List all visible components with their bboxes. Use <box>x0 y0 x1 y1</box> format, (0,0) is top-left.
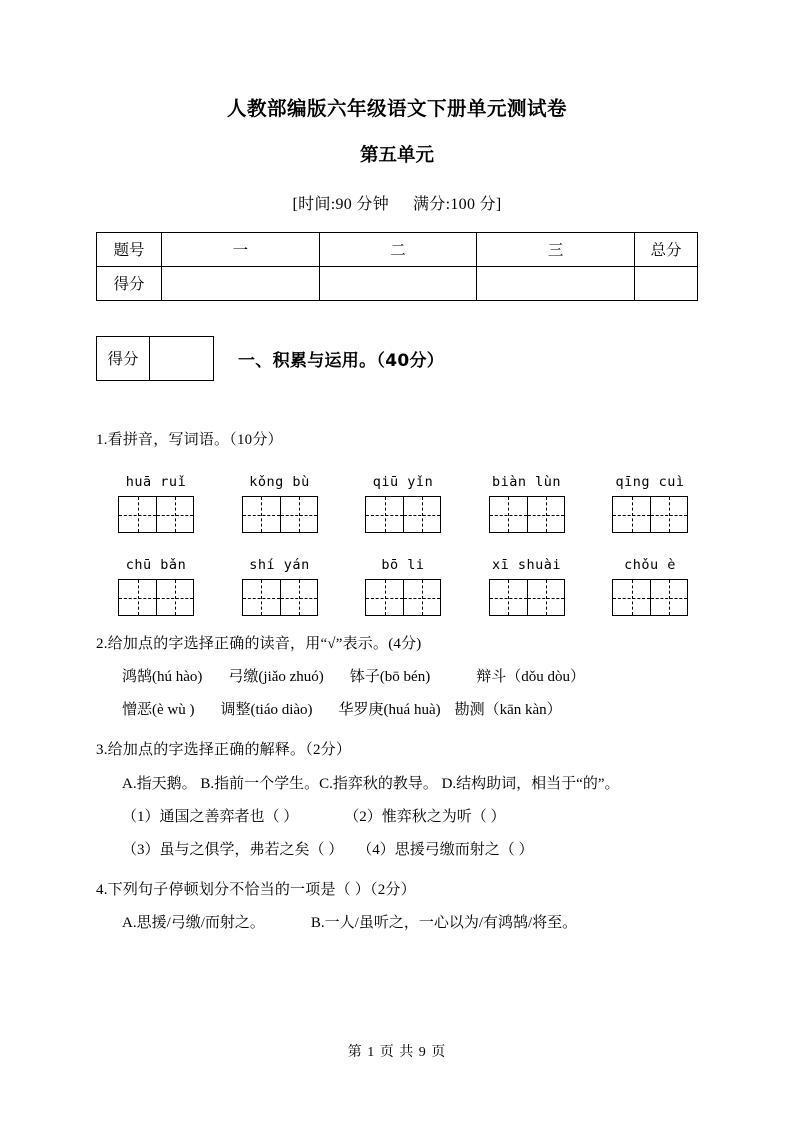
question-3-stem: 3.给加点的字选择正确的解释。（2分） <box>96 742 352 759</box>
tianzige-grid[interactable] <box>242 496 318 533</box>
question-2-line-2 <box>96 698 698 722</box>
tianzige-grid[interactable] <box>612 496 688 533</box>
pinyin-choice[interactable]: 勘测（kān kàn） <box>454 702 562 719</box>
score-table-header-1: 一 <box>162 232 320 266</box>
pinyin-choice[interactable]: 调整(tiáo diào) <box>220 702 313 719</box>
pinyin-row-2 <box>96 557 698 616</box>
question-1-stem: 1.看拼音，写词语。（10分） <box>96 431 283 448</box>
tianzige-cell[interactable] <box>403 497 440 532</box>
question-4-options <box>96 911 698 935</box>
tianzige-grid[interactable] <box>365 496 441 533</box>
tianzige-cell[interactable] <box>156 580 193 615</box>
pinyin-text: xī shuài <box>491 557 562 574</box>
tianzige-cell[interactable] <box>366 497 403 532</box>
pinyin-text: chǒu è <box>624 557 676 574</box>
unit-subtitle: 第五单元 <box>359 145 434 167</box>
question-4-option-b[interactable]: B.一人/虽听之，一心以为/有鸿鹄/将至。 <box>310 914 578 931</box>
pinyin-text: chū bǎn <box>125 557 187 574</box>
tianzige-cell[interactable] <box>490 580 527 615</box>
pinyin-text: kǒng bù <box>249 474 310 491</box>
section-title: 一、积累与运用。（40分） <box>238 350 445 371</box>
question-3-item-1[interactable]: （1）通国之善弈者也（ ） <box>122 808 299 825</box>
tianzige-cell[interactable] <box>527 497 564 532</box>
pinyin-item <box>118 557 194 616</box>
question-3-items-row-1 <box>96 805 698 829</box>
pinyin-text: huā ruǐ <box>125 474 187 491</box>
tianzige-cell[interactable] <box>243 580 280 615</box>
tianzige-cell[interactable] <box>119 497 156 532</box>
tianzige-cell[interactable] <box>527 580 564 615</box>
question-3-items-row-2 <box>96 838 698 862</box>
pinyin-choice[interactable]: 华罗庚(huá huà) <box>338 702 441 719</box>
pinyin-item <box>118 474 194 533</box>
tianzige-cell[interactable] <box>613 497 650 532</box>
pinyin-item <box>242 474 318 533</box>
tianzige-grid[interactable] <box>118 496 194 533</box>
score-table-header-0: 题号 <box>97 232 162 266</box>
pinyin-item <box>365 474 441 533</box>
tianzige-grid[interactable] <box>489 496 565 533</box>
page-title: 人教部编版六年级语文下册单元测试卷 <box>226 97 567 120</box>
pinyin-item <box>365 557 441 616</box>
tianzige-grid[interactable] <box>365 579 441 616</box>
tianzige-grid[interactable] <box>242 579 318 616</box>
page-footer: 第 1 页 共 9 页 <box>347 1045 447 1060</box>
section-score-label: 得分 <box>97 337 150 380</box>
question-2-stem: 2.给加点的字选择正确的读音，用“√”表示。(4分) <box>96 636 422 653</box>
pinyin-row-1 <box>96 474 698 533</box>
pinyin-text: bō li <box>381 557 425 574</box>
pinyin-text: qīng cuì <box>615 474 685 491</box>
tianzige-cell[interactable] <box>613 580 650 615</box>
score-cell-3[interactable] <box>477 266 635 300</box>
tianzige-cell[interactable] <box>280 580 317 615</box>
question-3-item-4[interactable]: （4）思援弓缴而射之（ ） <box>357 841 534 858</box>
tianzige-cell[interactable] <box>403 580 440 615</box>
question-2-line-1 <box>96 665 698 689</box>
pinyin-item <box>612 474 688 533</box>
tianzige-grid[interactable] <box>118 579 194 616</box>
pinyin-choice[interactable]: 钵子(bō bén) <box>349 669 431 686</box>
tianzige-cell[interactable] <box>280 497 317 532</box>
question-3-item-3[interactable]: （3）虽与之俱学，弗若之矣（ ） <box>122 841 344 858</box>
pinyin-choice[interactable]: 辩斗（dǒu dòu） <box>476 669 585 686</box>
score-table-header-3: 三 <box>477 232 635 266</box>
section-header-row <box>96 336 698 381</box>
pinyin-text: shí yán <box>249 557 310 574</box>
pinyin-choice[interactable]: 鸿鹄(hú hào) <box>122 669 203 686</box>
tianzige-cell[interactable] <box>650 497 687 532</box>
tianzige-cell[interactable] <box>490 497 527 532</box>
exam-time-label: [时间:90 分钟 <box>292 195 389 213</box>
question-3-options: A.指天鹅。 B.指前一个学生。C.指弈秋的教导。 D.结构助词，相当于“的”。 <box>122 775 620 792</box>
section-score-input[interactable] <box>150 337 213 380</box>
score-table-header-2: 二 <box>319 232 477 266</box>
score-cell-1[interactable] <box>162 266 320 300</box>
exam-total-score-label: 满分:100 分] <box>413 195 502 213</box>
score-cell-total[interactable] <box>635 266 698 300</box>
pinyin-item <box>489 557 565 616</box>
pinyin-choice[interactable]: 憎恶(è wù ) <box>122 702 195 719</box>
pinyin-choice[interactable]: 弓缴(jiǎo zhuó) <box>228 669 324 686</box>
tianzige-cell[interactable] <box>156 497 193 532</box>
pinyin-text: qiū yǐn <box>372 474 434 491</box>
table-row-header <box>97 232 698 266</box>
table-row <box>97 266 698 300</box>
score-table-header-4: 总分 <box>635 232 698 266</box>
score-table-wrap <box>96 214 698 301</box>
tianzige-cell[interactable] <box>366 580 403 615</box>
tianzige-cell[interactable] <box>650 580 687 615</box>
score-table-row-label: 得分 <box>97 266 162 300</box>
score-cell-2[interactable] <box>319 266 477 300</box>
pinyin-item <box>489 474 565 533</box>
pinyin-text: biàn lùn <box>491 474 562 491</box>
pinyin-item <box>242 557 318 616</box>
exam-meta <box>96 168 698 214</box>
pinyin-item <box>612 557 688 616</box>
question-4-stem: 4.下列句子停顿划分不恰当的一项是（ ）（2分） <box>96 881 416 898</box>
question-3-item-2[interactable]: （2）惟弈秋之为听（ ） <box>344 808 506 825</box>
tianzige-grid[interactable] <box>489 579 565 616</box>
section-score-box <box>96 336 214 381</box>
tianzige-cell[interactable] <box>243 497 280 532</box>
score-table <box>96 232 698 301</box>
tianzige-grid[interactable] <box>612 579 688 616</box>
tianzige-cell[interactable] <box>119 580 156 615</box>
question-4-option-a[interactable]: A.思援/弓缴/而射之。 <box>122 914 265 931</box>
